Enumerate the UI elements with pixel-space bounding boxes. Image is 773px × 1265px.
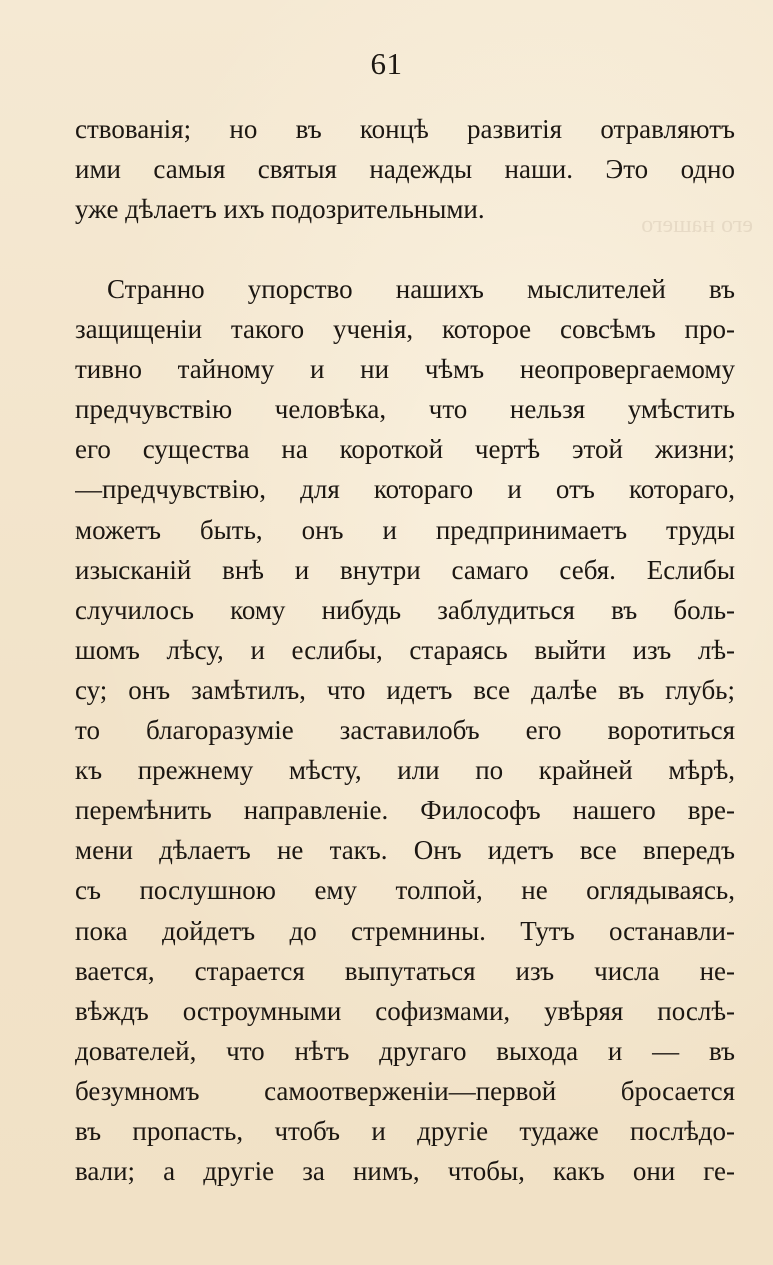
text-line: су; онъ замѣтилъ, что идетъ все далѣе въ глубь; <box>75 674 735 705</box>
text-line: ими самыя святыя надежды наши. Это одно <box>75 154 735 185</box>
text-line: въ пропасть, чтобъ и другіе тудаже послѣдо- <box>75 1115 735 1146</box>
text-line: тивно тайному и ни чѣмъ неопровергаемому <box>75 354 735 385</box>
text-line: предчувствію человѣка, что нельзя умѣстить <box>75 394 735 425</box>
text-line: вѣждъ остроумными софизмами, увѣряя послѣ- <box>75 995 735 1026</box>
text-line: можетъ быть, онъ и предпринимаетъ труды <box>75 514 735 545</box>
text-line: съ послушною ему толпой, не оглядываясь, <box>75 875 735 906</box>
text-line: дователей, что нѣтъ другаго выхода и — въ <box>75 1035 735 1066</box>
text-line: мени дѣлаетъ не такъ. Онъ идетъ все впередъ <box>75 835 735 866</box>
text-line: къ прежнему мѣсту, или по крайней мѣрѣ, <box>75 755 735 786</box>
text-line: уже дѣлаетъ ихъ подозрительными. <box>75 194 485 225</box>
text-line: вается, старается выпутаться изъ числа не- <box>75 955 735 986</box>
text-line: вали; а другіе за нимъ, чтобы, какъ они ге- <box>75 1156 735 1187</box>
text-line: защищеніи такого ученія, которое совсѣмъ про- <box>75 314 735 345</box>
text-line: то благоразуміе заставилобъ его воротиться <box>75 715 735 746</box>
paragraph-1 <box>75 109 735 229</box>
text-line: случилось кому нибудь заблудиться въ боль- <box>75 594 735 625</box>
text-line: безумномъ самоотверженіи—первой бросается <box>75 1075 735 1106</box>
paragraph-2 <box>75 269 735 1191</box>
text-line: шомъ лѣсу, и еслибы, стараясь выйти изъ лѣ- <box>75 634 735 665</box>
page-number: 61 <box>370 46 403 81</box>
text-line: изысканій внѣ и внутри самаго себя. Еслибы <box>75 554 735 585</box>
text-line: ствованія; но въ концѣ развитія отравляютъ <box>75 114 735 144</box>
text-line: пока дойдетъ до стремнины. Тутъ останавли- <box>75 915 735 946</box>
text-line: перемѣнить направленіе. Философъ нашего вре- <box>75 795 735 826</box>
text-line: его существа на короткой чертѣ этой жизни; <box>75 434 735 465</box>
bleed-through-text: его нашего <box>641 212 753 238</box>
text-line: —предчувствію, для котораго и отъ котораго, <box>75 474 735 505</box>
text-line: Странно упорство нашихъ мыслителей въ <box>107 274 735 304</box>
